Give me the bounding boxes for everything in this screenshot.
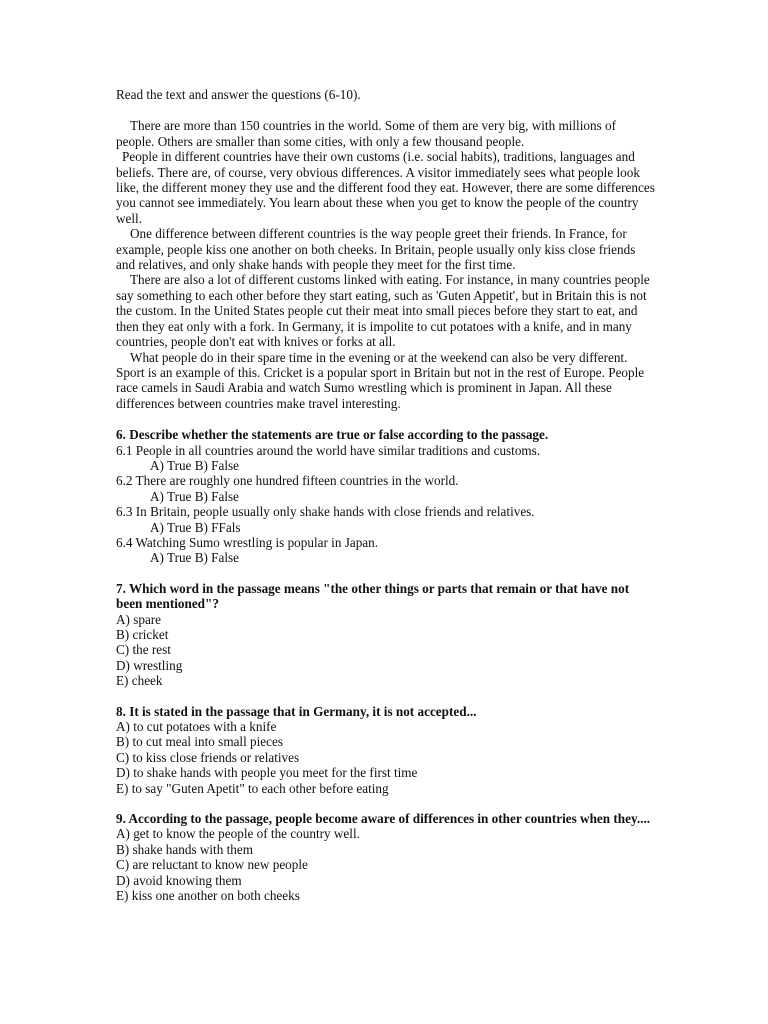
question-9-stem: 9. According to the passage, people become aware of differences in other countries when they....: [116, 811, 651, 827]
question-8-option-a: A) to cut potatoes with a knife: [116, 719, 277, 735]
question-8: [116, 704, 656, 796]
questions-section: [116, 427, 656, 903]
question-8-option-e: E) to say "Guten Apetit" to each other before eating: [116, 780, 389, 796]
question-9-option-b: B) shake hands with them: [116, 841, 253, 857]
statement-6-2: 6.2 There are roughly one hundred fifteen countries in the world.: [116, 473, 459, 489]
question-7-option-b: B) cricket: [116, 627, 169, 642]
question-7-option-e: E) cheek: [116, 673, 163, 689]
statement-6-4-options: A) True B) False: [150, 550, 240, 566]
question-9-option-e: E) kiss one another on both cheeks: [116, 888, 300, 904]
question-7: [116, 581, 656, 689]
question-8-option-d: D) to shake hands with people you meet for the first time: [116, 765, 418, 781]
question-7-stem: 7. Which word in the passage means "the other things or parts that remain or that have not been mentioned"?: [116, 580, 630, 612]
instruction-text: Read the text and answer the questions (6-10).: [116, 87, 361, 102]
passage-paragraph-4: There are also a lot of different customs linked with eating. For instance, in many countries people say something to each other before they start eating, such as 'Guten Appetit', but in Britain this is not the custom. In the United States people cut their meat into small pieces before they start to eat, and then they eat only with a fork. In Germany, it is impolite to cut potatoes with a knife, and in many countries, people don't eat with knives or forks at all.: [116, 272, 650, 350]
passage-paragraph-3: One difference between different countries is the way people greet their friends. In France, for example, people kiss one another on both cheeks. In Britain, people usually only kiss close friends and relatives, and only shake hands with people they meet for the first time.: [116, 226, 636, 273]
passage-paragraph-5: What people do in their spare time in the evening or at the weekend can also be very different. Sport is an example of this. Cricket is a popular sport in Britain but not in the rest of Europe. People race camels in Saudi Arabia and watch Sumo wrestling which is prominent in Japan. All these differences between countries make travel interesting.: [116, 349, 645, 411]
statement-6-4: 6.4 Watching Sumo wrestling is popular in Japan.: [116, 534, 379, 550]
passage-paragraph-2: People in different countries have their own customs (i.e. social habits), traditions, languages and beliefs. There are, of course, very obvious differences. A visitor immediately sees what people look like, the different money they use and the different food they eat. However, there are some differences you cannot see immediately. You learn about these when you get to know the people of the country well.: [116, 149, 655, 226]
statement-6-3: 6.3 In Britain, people usually only shake hands with close friends and relatives.: [116, 504, 535, 520]
question-9-option-c: C) are reluctant to know new people: [116, 857, 308, 873]
question-9: [116, 811, 656, 903]
question-8-stem: 8. It is stated in the passage that in Germany, it is not accepted...: [116, 703, 477, 719]
question-7-option-a: A) spare: [116, 611, 162, 627]
question-8-option-b: B) to cut meal into small pieces: [116, 734, 284, 750]
statement-6-2-options: A) True B) False: [150, 488, 240, 504]
question-6-stem: 6. Describe whether the statements are true or false according to the passage.: [116, 427, 549, 443]
reading-passage: [116, 118, 656, 411]
question-9-option-a: A) get to know the people of the country well.: [116, 826, 360, 842]
question-9-option-d: D) avoid knowing them: [116, 872, 242, 888]
passage-paragraph-1: There are more than 150 countries in the world. Some of them are very big, with millions of people. Others are smaller than some cities, with only a few thousand people.: [116, 118, 616, 149]
question-6: [116, 427, 656, 566]
question-7-option-c: C) the rest: [116, 642, 171, 658]
statement-6-3-options: A) True B) FFals: [150, 519, 241, 535]
statement-6-1-options: A) True B) False: [150, 457, 240, 473]
document-page: [116, 87, 656, 904]
statement-6-1: 6.1 People in all countries around the world have similar traditions and customs.: [116, 442, 541, 458]
question-7-option-d: D) wrestling: [116, 657, 183, 673]
question-8-option-c: C) to kiss close friends or relatives: [116, 749, 300, 765]
